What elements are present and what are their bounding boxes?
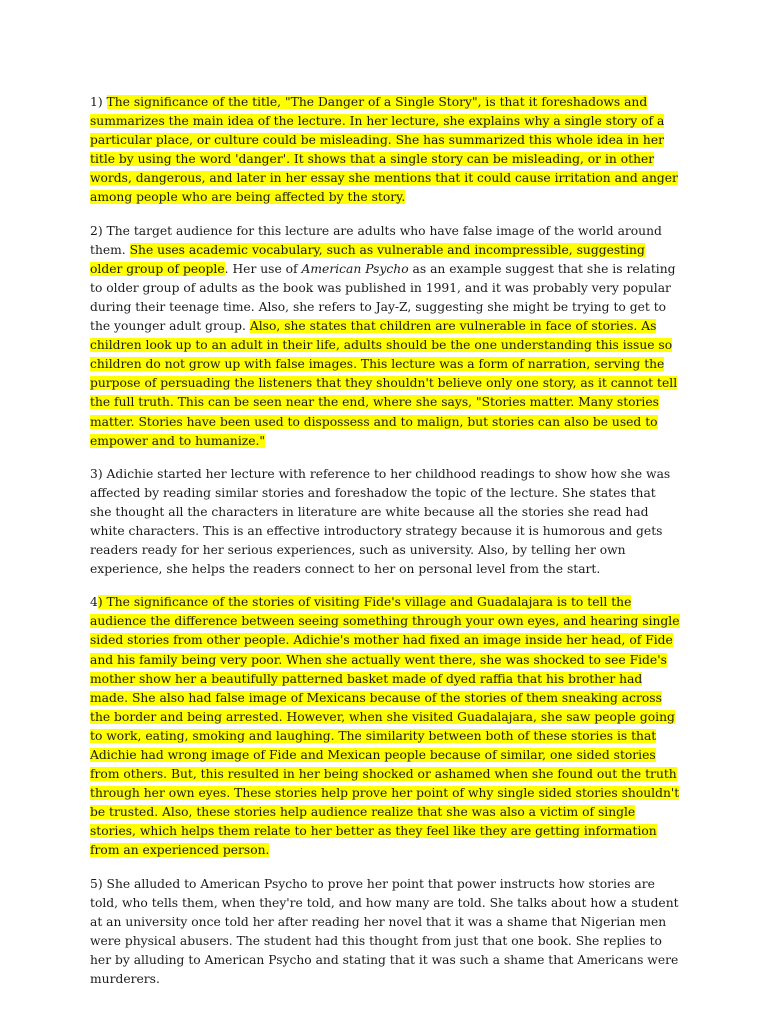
paragraph-4-highlight: ) The significance of the stories of visiting Fide's village and Guadalajara is to tell the audience the difference between seeing something through your own eyes, and hearing single sided stories from other people. Adichie's mother had fixed an image inside her head, of Fide and his family being very poor. When she actually went there, she was shocked to see Fide's mother show her a beautifully patterned basket made of dyed raffia that his brother had made. She also had false image of Mexicans because of the stories of them sneaking across the border and being arrested. However, when she visited Guadalajara, she saw people going to work, eating, smoking and laughing. The similarity between both of these stories is that Adichie had wrong image of Fide and Mexican people because of similar, one sided stories from others. But, this resulted in her being shocked or ashamed when she found out the truth through her own eyes. These stories help prove her point of why single sided stories shouldn't be trusted. Also, these stories help audience realize that she was also a victim of single stories, which helps them relate to her better as they feel like they are getting information from an experienced person. (90, 595, 680, 858)
paragraph-3-text: 3) Adichie started her lecture with reference to her childhood readings to show how she was affected by reading similar stories and foreshadow the topic of the lecture. She states that she thought all the characters in literature are white because all the stories she read had white characters. This is an effective introductory strategy because it is humorous and gets readers ready for her serious experiences, such as university. Also, by telling her own experience, she helps the readers connect to her on personal level from the start. (90, 466, 671, 577)
document-page (90, 93, 680, 1003)
paragraph-1 (90, 93, 680, 208)
paragraph-2-highlight-a: She uses academic vocabulary, such as vulnerable and incompressible, suggesting older group of people (90, 242, 645, 276)
paragraph-2-book-title: American Psycho (301, 261, 409, 276)
paragraph-2-highlight-b: Also, she states that children are vulnerable in face of stories. As children look up to an adult in their life, adults should be the one understanding this issue so children do not grow up with false images. This lecture was a form of narration, serving the purpose of persuading the listeners that they shouldn't believe only one story, as it cannot tell the full truth. This can be seen near the end, where she says, "Stories matter. Many stories matter. Stories have been used to dispossess and to malign, but stories can also be used to empower and to humanize." (90, 319, 678, 448)
paragraph-2-text-a: . Her use of (224, 261, 302, 276)
paragraph-2-text-b: as an example suggest that she is relating to older group of adults as the book was published in 1991, and it was probably very popular during their teenage time. Also, she refers to Jay-Z, suggesting she might be trying to get to the younger adult group. (90, 261, 676, 334)
paragraph-2-intro: 2) The target audience for this lecture are adults who have false image of the world around them. (90, 223, 662, 257)
paragraph-1-number: 1) (90, 95, 107, 109)
paragraph-4 (90, 593, 680, 860)
paragraph-4-number: 4 (90, 595, 98, 610)
paragraph-2 (90, 222, 680, 451)
paragraph-1-highlight: The significance of the title, "The Danger of a Single Story", is that it foreshadows and summarizes the main idea of the lecture. In her lecture, she explains why a single story of a particular place, or culture could be misleading. She has summarized this whole idea in her title by using the word 'danger'. It shows that a single story can be misleading, or in other words, dangerous, and later in her essay she mentions that it could cause irritation and anger among people who are being affected by the story. (90, 95, 678, 205)
paragraph-3 (90, 465, 680, 580)
paragraph-5-text: 5) She alluded to American Psycho to prove her point that power instructs how stories are told, who tells them, when they're told, and how many are told. She talks about how a student at an university once told her after reading her novel that it was a shame that Nigerian men were physical abusers. The student had this thought from just that one book. She replies to her by alluding to American Psycho and stating that it was such a shame that Americans were murderers. (90, 876, 679, 987)
paragraph-5 (90, 875, 680, 990)
